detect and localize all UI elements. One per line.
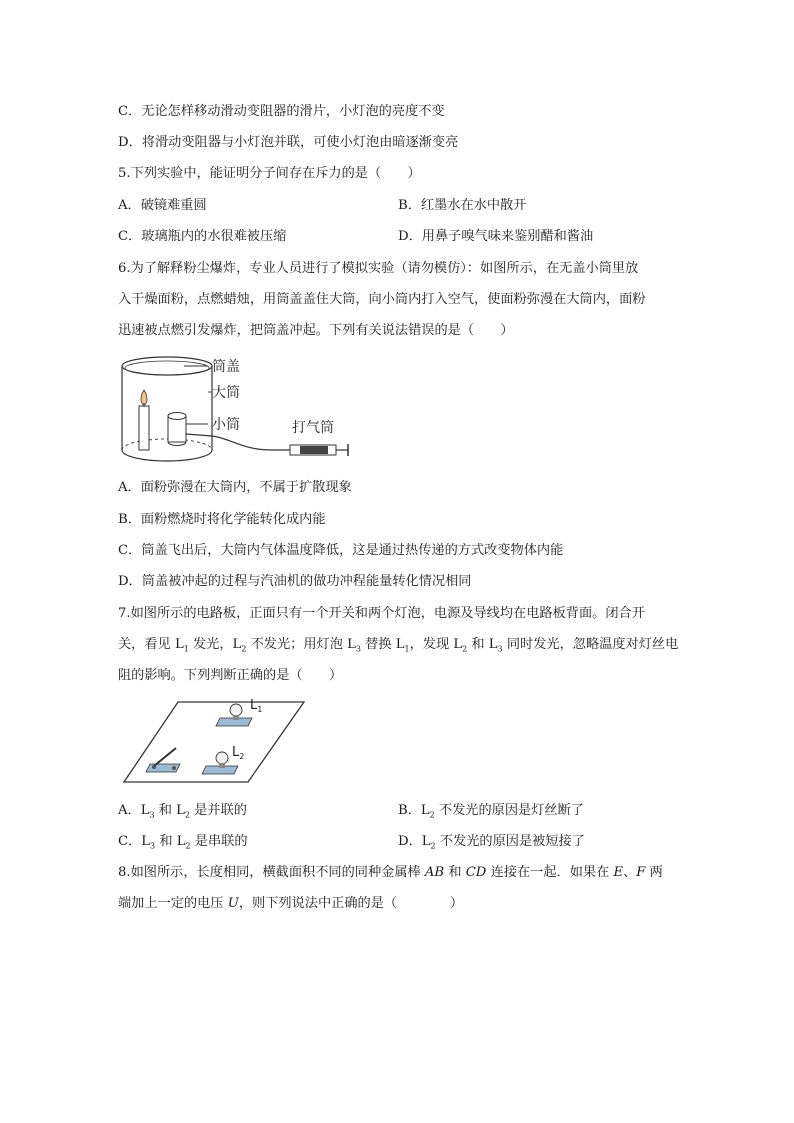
q5-option-c: C．玻璃瓶内的水很难被压缩 [118,229,287,244]
q5-option-a: A．破镜难重圆 [118,198,207,213]
q7-option-d: D．$L_2$ 不发光的原因是被短接了 [398,834,585,851]
q6-option-b: B．面粉燃烧时将化学能转化成内能 [118,512,326,527]
q7-stem-line2: 关，看见 $L_1$ 发光，$L_2$ 不发光；用灯泡 $L_3$ 替换 $L_1$，发现 $L_2$ 和 $L_3$ 同时发光，忽略温度对灯丝电 [118,637,679,654]
big-cylinder-bottom [122,450,212,461]
dust-explosion-figure [112,344,372,468]
q7-option-c: C．$L_3$ 和 $L_2$ 是串联的 [118,834,248,851]
q8-stem-line2: 端加上一定的电压 U，则下列说法中正确的是（ ） [118,896,464,911]
q5-option-d: D．用鼻子嗅气味来鉴别醋和酱油 [398,229,594,244]
lid-rim [125,361,209,375]
bulb-l1-icon [230,704,242,716]
q5-stem: 5.下列实验中，能证明分子间存在斥力的是（ ） [118,166,421,181]
q7-stem-line3: 阻的影响。下列判断正确的是（ ） [118,668,343,683]
label-l2: $L_2$ [232,745,245,761]
q7-option-a: A．$L_3$ 和 $L_2$ 是并联的 [118,803,247,820]
q6-option-c: C．筒盖飞出后，大筒内气体温度降低，这是通过热传递的方式改变物体内能 [118,543,564,558]
q8-stem-line1: 8.如图所示，长度相同，横截面积不同的同种金属棒 AB 和 CD 连接在一起．如果在 E、F 两 [118,865,663,880]
label-l1: $L_1$ [250,698,263,714]
circuit-board-figure [120,696,310,786]
q4-option-c: C．无论怎样移动滑动变阻器的滑片，小灯泡的亮度不变 [118,104,445,119]
switch-lever [154,748,176,766]
bulb-l2-icon [216,752,228,764]
label-small-cylinder: 小筒 [212,417,240,433]
q5-option-b: B．红墨水在水中散开 [398,198,527,213]
q4-option-d: D．将滑动变阻器与小灯泡并联，可使小灯泡由暗逐渐变亮 [118,135,459,150]
label-pump: 打气筒 [292,420,334,436]
label-lid: 筒盖 [212,359,240,375]
air-hose [186,434,290,450]
q6-stem-line1: 6.为了解释粉尘爆炸，专业人员进行了模拟实验（请勿模仿）：如图所示，在无盖小筒里放 [118,261,639,276]
label-big-cylinder: 大筒 [212,385,240,401]
flame-icon [141,390,147,405]
q6-stem-line2: 入干燥面粉，点燃蜡烛，用筒盖盖住大筒，向小筒内打入空气，使面粉弥漫在大筒内，面粉 [118,292,646,307]
q6-option-d: D．筒盖被冲起的过程与汽油机的做功冲程能量转化情况相同 [118,574,472,589]
q6-stem-line3: 迅速被点燃引发爆炸，把筒盖冲起。下列有关说法错误的是（ ） [118,323,514,338]
q7-option-b: B．$L_2$ 不发光的原因是灯丝断了 [398,803,584,820]
candle [139,406,149,450]
q7-stem-line1: 7.如图所示的电路板，正面只有一个开关和两个灯泡，电源及导线均在电路板背面。闭合开 [118,606,645,621]
q6-option-a: A．面粉弥漫在大筒内，不属于扩散现象 [118,480,352,495]
